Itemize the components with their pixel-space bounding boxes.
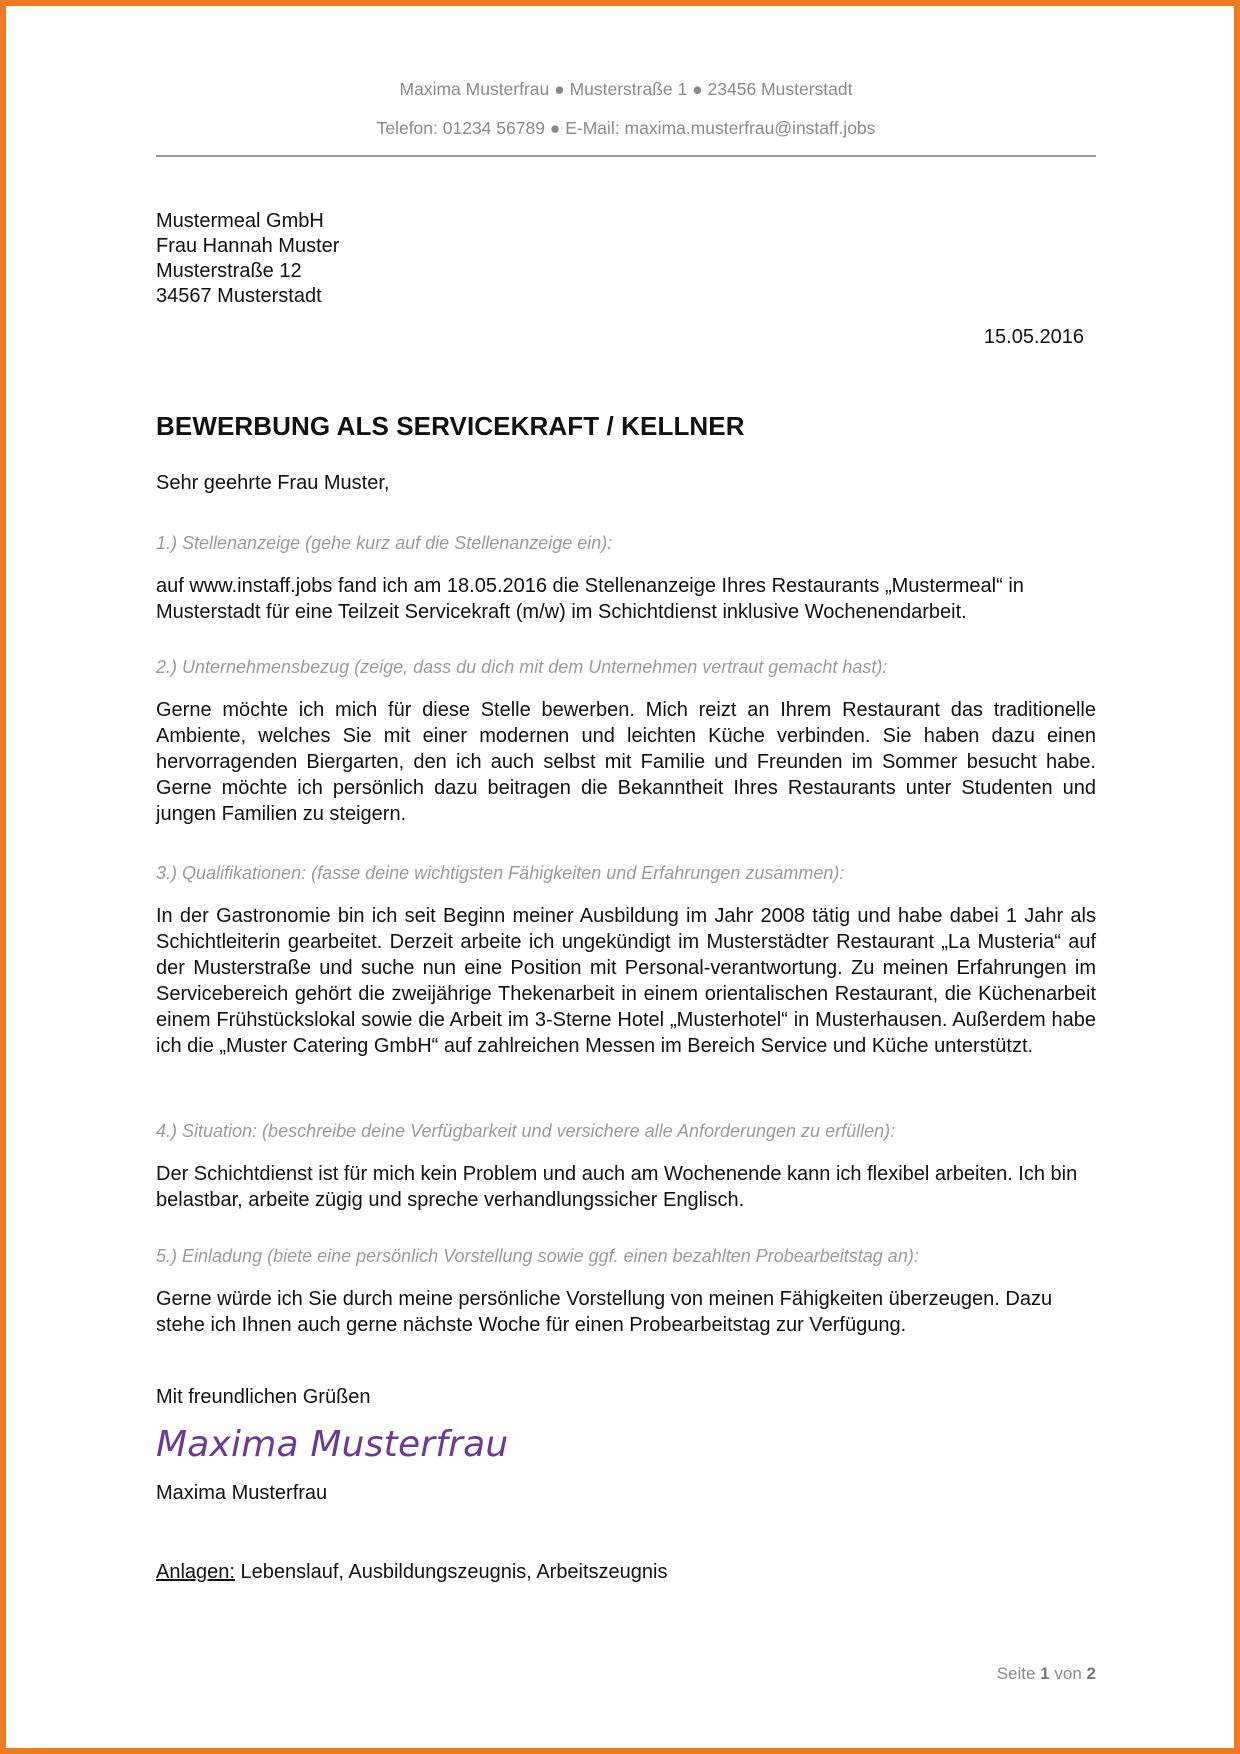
closing-phrase: Mit freundlichen Grüßen: [156, 1386, 371, 1408]
section-3-hint: 3.) Qualifikationen: (fasse deine wichtigsten Fähigkeiten und Erfahrungen zusammen):: [156, 863, 845, 883]
section-5-text: Gerne würde ich Sie durch meine persönliche Vorstellung von meinen Fähigkeiten überzeugen. Dazu stehe ich Ihnen auch gerne nächste Woche für einen Probearbeitstag zur Verfügung.: [156, 1288, 1053, 1336]
page-number-total: 2: [1086, 1664, 1096, 1683]
attachments-line: [156, 1561, 668, 1584]
section-2-text: Gerne möchte ich mich für diese Stelle bewerben. Mich reizt an Ihrem Restaurant das traditionelle Ambiente, welches Sie mit einer modernen und leichten Küche verbinden. Sie haben dazu einen hervorragenden Biergarten, den ich auch selbst mit Familie und Freunden im Sommer besucht habe. Gerne möchte ich persönlich dazu beitragen die Bekanntheit Ihres Restaurants unter Studenten und jungen Familien zu steigern.: [156, 699, 1096, 825]
letter-date: 15.05.2016: [983, 326, 1084, 348]
section-5-hint: 5.) Einladung (biete eine persönlich Vorstellung sowie ggf. einen bezahlten Probearbeitstag an):: [156, 1246, 919, 1266]
section-4-text: Der Schichtdienst ist für mich kein Problem und auch am Wochenende kann ich flexibel arbeiten. Ich bin belastbar, arbeite zügig und spreche verhandlungssicher Englisch.: [156, 1163, 1078, 1211]
page-number-seite: Seite: [996, 1664, 1036, 1683]
page-number: [997, 1664, 1096, 1684]
page-number-current: 1: [1040, 1664, 1050, 1683]
recipient-person: Frau Hannah Muster: [156, 235, 340, 257]
section-4-hint: 4.) Situation: (beschreibe deine Verfügbarkeit und versichere alle Anforderungen zu erfüllen):: [156, 1121, 896, 1141]
sender-contact-line: Telefon: 01234 56789 ● E-Mail: maxima.musterfrau@instaff.jobs: [376, 118, 876, 138]
section-1-hint: 1.) Stellenanzeige (gehe kurz auf die Stellenanzeige ein):: [156, 533, 613, 553]
recipient-company: Mustermeal GmbH: [156, 210, 324, 232]
letter-subject: BEWERBUNG ALS SERVICEKRAFT / KELLNER: [156, 411, 745, 441]
header-divider: [156, 155, 1096, 157]
printed-name: Maxima Musterfrau: [156, 1482, 328, 1504]
page-number-von: von: [1054, 1664, 1082, 1683]
salutation: Sehr geehrte Frau Muster,: [156, 472, 390, 494]
handwritten-signature: Maxima Musterfrau: [156, 1424, 509, 1465]
attachments-items: Lebenslauf, Ausbildungszeugnis, Arbeitszeugnis: [240, 1561, 668, 1583]
recipient-street: Musterstraße 12: [156, 260, 302, 282]
attachments-label: Anlagen:: [156, 1561, 235, 1583]
section-3-text: In der Gastronomie bin ich seit Beginn meiner Ausbildung im Jahr 2008 tätig und habe dabei 1 Jahr als Schichtleiterin gearbeitet. Derzeit arbeite ich ungekündigt im Musterstädter Restaurant „La Musteria“ auf der Musterstraße und suche nun eine Position mit Personal-verantwortung. Zu meinen Erfahrungen im Servicebereich gehört die zweijährige Thekenarbeit in einem orientalischen Restaurant, die Küchenarbeit einem Frühstückslokal sowie die Arbeit im 3-Sterne Hotel „Musterhotel“ in Musterhausen. Außerdem habe ich die „Muster Catering GmbH“ auf zahlreichen Messen im Bereich Service und Küche unterstützt.: [156, 905, 1096, 1057]
recipient-city: 34567 Musterstadt: [156, 285, 322, 307]
sender-address-line: Maxima Musterfrau ● Musterstraße 1 ● 23456 Musterstadt: [399, 79, 853, 99]
recipient-address: [156, 209, 339, 309]
section-2-hint: 2.) Unternehmensbezug (zeige, dass du dich mit dem Unternehmen vertraut gemacht hast):: [156, 657, 888, 677]
section-1-text: auf www.instaff.jobs fand ich am 18.05.2016 die Stellenanzeige Ihres Restaurants „Mustermeal“ in Musterstadt für eine Teilzeit Servicekraft (m/w) im Schichtdienst inklusive Wochenendarbeit.: [156, 575, 1024, 623]
